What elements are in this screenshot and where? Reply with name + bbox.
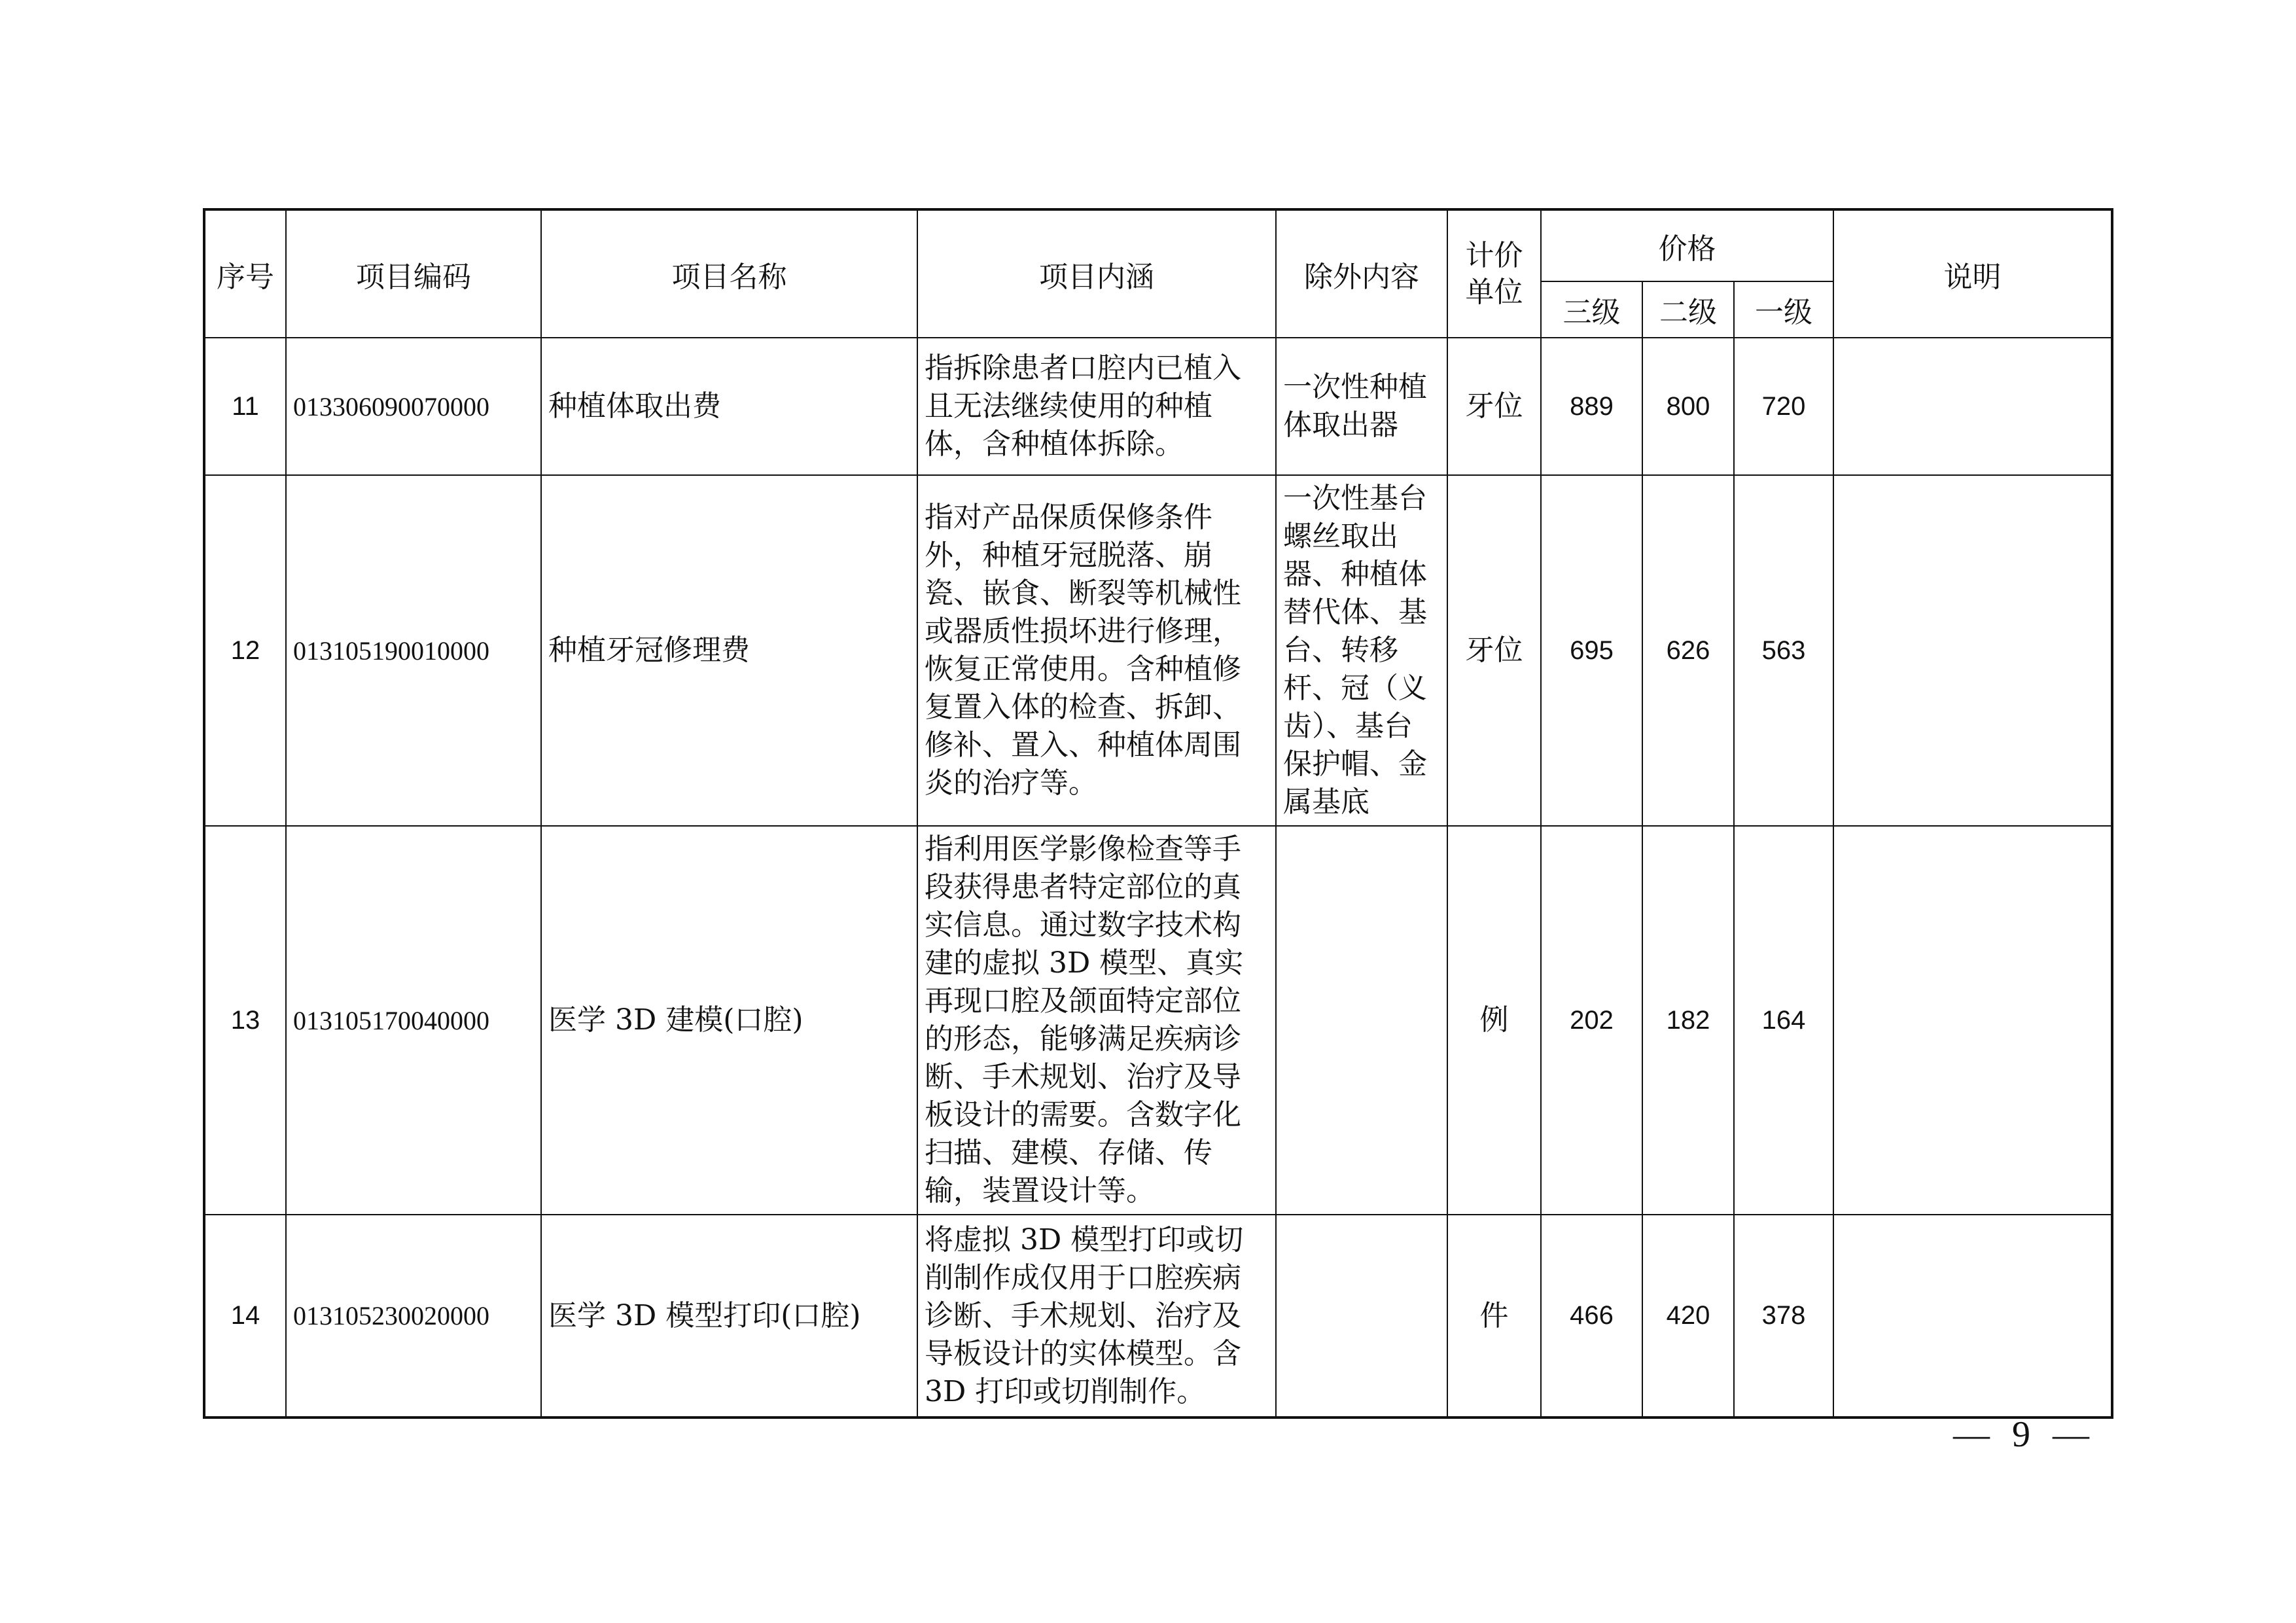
row-note: [1833, 338, 2112, 475]
row-note: [1833, 1215, 2112, 1418]
row-seq: 12: [204, 475, 286, 826]
row-unit: 牙位: [1447, 338, 1541, 475]
row-level3: 889: [1541, 338, 1642, 475]
row-note: [1833, 475, 2112, 826]
row-seq: 11: [204, 338, 286, 475]
table-row: [204, 826, 2112, 1215]
row-level3: 695: [1541, 475, 1642, 826]
header-level1: 一级: [1734, 281, 1833, 338]
row-name: 医学 3D 建模(口腔): [541, 826, 917, 1215]
row-content: 指利用医学影像检查等手段获得患者特定部位的真实信息。通过数字技术构建的虚拟 3D 模型、真实再现口腔及颌面特定部位的形态，能够满足疾病诊断、手术规划、治疗及导板设计的需要。含数字化扫描、建模、存储、传输，装置设计等。: [917, 826, 1276, 1215]
row-level2: 420: [1642, 1215, 1734, 1418]
row-name: 种植体取出费: [541, 338, 917, 475]
row-content: 将虚拟 3D 模型打印或切削制作成仅用于口腔疾病诊断、手术规划、治疗及导板设计的实体模型。含 3D 打印或切削制作。: [917, 1215, 1276, 1418]
header-code: 项目编码: [286, 209, 541, 338]
row-content: 指拆除患者口腔内已植入且无法继续使用的种植体，含种植体拆除。: [917, 338, 1276, 475]
row-level1: 563: [1734, 475, 1833, 826]
row-content: 指对产品保质保修条件外，种植牙冠脱落、崩瓷、嵌食、断裂等机械性或器质性损坏进行修理，恢复正常使用。含种植修复置入体的检查、拆卸、修补、置入、种植体周围炎的治疗等。: [917, 475, 1276, 826]
row-level1: 378: [1734, 1215, 1833, 1418]
row-code: 013105190010000: [286, 475, 541, 826]
header-content: 项目内涵: [917, 209, 1276, 338]
row-unit: 牙位: [1447, 475, 1541, 826]
row-level2: 626: [1642, 475, 1734, 826]
row-unit: 例: [1447, 826, 1541, 1215]
header-note: 说明: [1833, 209, 2112, 338]
header-price: 价格: [1541, 209, 1833, 281]
table-row: [204, 338, 2112, 475]
row-unit: 件: [1447, 1215, 1541, 1418]
table-row: [204, 475, 2112, 826]
header-level3: 三级: [1541, 281, 1642, 338]
page-number: — 9 —: [1953, 1414, 2096, 1455]
header-excluded: 除外内容: [1276, 209, 1447, 338]
header-level2: 二级: [1642, 281, 1734, 338]
row-level1: 164: [1734, 826, 1833, 1215]
row-excluded: 一次性种植体取出器: [1276, 338, 1447, 475]
row-excluded: 一次性基台螺丝取出器、种植体替代体、基台、转移杆、冠（义齿）、基台保护帽、金属基底: [1276, 475, 1447, 826]
row-excluded: [1276, 1215, 1447, 1418]
row-level3: 202: [1541, 826, 1642, 1215]
row-note: [1833, 826, 2112, 1215]
table-row: [204, 1215, 2112, 1418]
row-level1: 720: [1734, 338, 1833, 475]
header-seq: 序号: [204, 209, 286, 338]
row-code: 013105230020000: [286, 1215, 541, 1418]
row-code: 013105170040000: [286, 826, 541, 1215]
row-level2: 182: [1642, 826, 1734, 1215]
row-seq: 14: [204, 1215, 286, 1418]
row-code: 013306090070000: [286, 338, 541, 475]
row-seq: 13: [204, 826, 286, 1215]
row-name: 医学 3D 模型打印(口腔): [541, 1215, 917, 1418]
price-table-container: [203, 208, 2111, 1419]
header-name: 项目名称: [541, 209, 917, 338]
row-level3: 466: [1541, 1215, 1642, 1418]
header-unit: 计价单位: [1447, 209, 1541, 338]
row-name: 种植牙冠修理费: [541, 475, 917, 826]
row-excluded: [1276, 826, 1447, 1215]
row-level2: 800: [1642, 338, 1734, 475]
price-table: [203, 208, 2113, 1419]
